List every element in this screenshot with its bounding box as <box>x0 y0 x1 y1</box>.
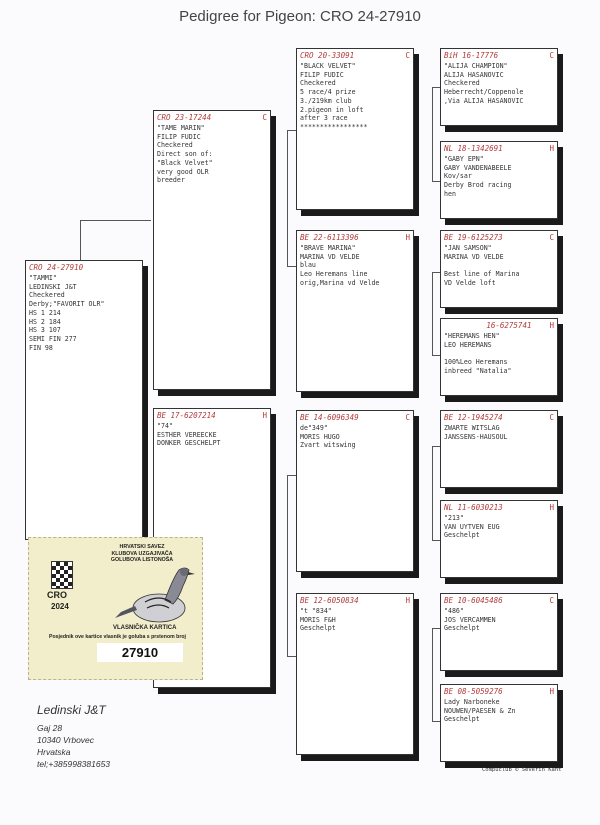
info-line: Geschelpt <box>444 531 480 540</box>
ring-number: BE 19-6125273 <box>444 233 503 242</box>
great-grandparent-box <box>440 318 558 396</box>
info-line: LEO HEREMANS <box>444 340 492 349</box>
info-line: orig,Marina vd Velde <box>300 278 380 287</box>
sex-code: C <box>405 413 410 422</box>
ring-number: CRO 23-17244 <box>157 113 212 122</box>
owner-address-line: 10340 Vrbovec <box>37 735 95 745</box>
info-line: ESTHER VEREECKE <box>157 430 217 439</box>
ring-number: BE 17-6207214 <box>157 411 216 420</box>
info-line: 2.pigeon in loft <box>300 105 364 114</box>
card-country: CRO <box>47 590 67 600</box>
sex-code: H <box>549 321 554 330</box>
card-owner-label: VLASNIČKA KARTICA <box>113 625 177 631</box>
info-line: HS 3 107 <box>29 326 61 335</box>
info-line: "213" <box>444 514 464 522</box>
card-ring-number: 27910 <box>97 643 183 662</box>
info-line: ZWARTE WITSLAG <box>444 424 500 432</box>
ring-number: NL 18-1342691 <box>444 144 503 153</box>
ring-number: BE 14-6096349 <box>300 413 359 422</box>
info-line: FIN 98 <box>29 343 53 352</box>
owner-name: Ledinski J&T <box>37 703 106 717</box>
checkered-crest-icon <box>51 561 73 589</box>
info-line: HS 2 184 <box>29 317 61 326</box>
info-line: breeder <box>157 176 185 185</box>
great-grandparent-box <box>440 230 558 308</box>
owner-info <box>37 703 110 770</box>
ring-number: BE 12-6050834 <box>300 596 359 605</box>
ring-number: BE 22-6113396 <box>300 233 359 242</box>
great-grandparent-box <box>440 500 558 578</box>
info-line: Direct son of: <box>157 150 213 159</box>
pigeon-icon <box>107 556 201 634</box>
info-line: FILIP FUDIC <box>300 70 344 79</box>
ring-number: CRO 20-33091 <box>300 51 355 60</box>
info-line: "t "834" <box>300 607 332 615</box>
info-line: Zvart witswing <box>300 441 356 450</box>
sex-code: H <box>549 503 554 512</box>
info-line: Checkered <box>444 79 480 88</box>
sex-code: H <box>549 144 554 153</box>
info-line: "BLACK VELVET" <box>300 62 356 70</box>
info-line: Lady Narboneke <box>444 698 500 706</box>
info-line: Geschelpt <box>444 624 480 633</box>
sex-code: H <box>549 687 554 696</box>
info-line: blau <box>300 261 316 270</box>
ring-number: 16-6275741 <box>486 321 532 330</box>
info-line: FILIP FUDIC <box>157 132 201 141</box>
card-organization: HRVATSKI SAVEZ KLUBOVA UZGAJIVAČA GOLUBOVA LISTONOŠA <box>110 544 174 563</box>
info-line: "TAMMI" <box>29 274 57 282</box>
info-line: "TAME MARIN" <box>157 124 205 132</box>
info-line: 100%Leo Heremans <box>444 358 508 367</box>
grandparent-box <box>296 410 414 572</box>
owner-address-line: Hrvatska <box>37 747 71 757</box>
connector <box>287 130 296 267</box>
info-line: 3./219km club <box>300 96 352 105</box>
info-line: "HEREMANS HEN" <box>444 332 500 340</box>
info-line: "BRAVE MARINA" <box>300 244 356 252</box>
grandparent-box <box>296 48 414 210</box>
owner-phone: tel;+385998381653 <box>37 759 111 769</box>
great-grandparent-box <box>440 684 558 762</box>
sex-code: H <box>262 411 267 420</box>
ring-number: BE 10-6045486 <box>444 596 503 605</box>
info-line: Checkered <box>300 79 336 88</box>
info-line: very good OLR <box>157 167 209 176</box>
info-line: JOS VERCAMMEN <box>444 615 496 624</box>
connector <box>80 220 151 261</box>
subject-pigeon-box <box>25 260 143 540</box>
info-line: Derby Brod racing <box>444 181 512 190</box>
info-line: ALIJA HASANOVIC <box>444 70 504 79</box>
info-line: inbreed "Natalia" <box>444 366 512 375</box>
software-credit: Compuclub © Severin Kant <box>482 767 562 773</box>
great-grandparent-box <box>440 141 558 219</box>
info-line: DONKER GESCHELPT <box>157 439 221 448</box>
card-declaration: Posjednik ove kartice vlasnik je goluba s prstenom broj <box>49 634 186 640</box>
ownership-card <box>28 537 203 680</box>
info-line: HS 1 214 <box>29 308 61 317</box>
info-line: Best line of Marina <box>444 270 520 279</box>
info-line: Derby;"FAVORIT OLR" <box>29 300 105 309</box>
info-line: MORIS F&H <box>300 615 336 624</box>
info-line: MORIS HUGO <box>300 432 340 441</box>
info-line: "GABY EPN" <box>444 155 484 163</box>
info-line: "74" <box>157 422 173 430</box>
info-line: VD Velde loft <box>444 278 496 287</box>
connector <box>287 475 296 657</box>
info-line <box>444 349 554 358</box>
sex-code: C <box>549 233 554 242</box>
card-year: 2024 <box>51 602 69 611</box>
sex-code: C <box>405 51 410 60</box>
sex-code: C <box>549 596 554 605</box>
info-line: NOUWEN/PAESEN & Zn <box>444 706 516 715</box>
info-line: ,Via ALIJA HASANOVIC <box>444 96 524 105</box>
owner-address-line: Gaj 28 <box>37 723 63 733</box>
info-line: JANSSENS-HAUSOUL <box>444 432 508 441</box>
info-line: "Black Velvet" <box>157 158 213 167</box>
info-line: LEDINSKI J&T <box>29 282 77 291</box>
info-line: after 3 race <box>300 114 348 123</box>
page-title: Pedigree for Pigeon: CRO 24-27910 <box>179 8 421 25</box>
info-line: MARINA VD VELDE <box>300 252 360 261</box>
great-grandparent-box <box>440 410 558 488</box>
info-line: 5 race/4 prize <box>300 88 356 97</box>
info-line: ***************** <box>300 122 368 131</box>
info-line: GABY VANDENABEELE <box>444 163 512 172</box>
info-line <box>444 261 554 270</box>
ring-number: NL 11-6030213 <box>444 503 503 512</box>
info-line: Leo Heremans line <box>300 270 368 279</box>
sex-code: C <box>262 113 267 122</box>
info-line: MARINA VD VELDE <box>444 252 504 261</box>
great-grandparent-box <box>440 48 558 126</box>
info-line: Geschelpt <box>300 624 336 633</box>
info-line: "ALIJA CHAMPION" <box>444 62 508 70</box>
info-line: Heberrecht/Coppenole <box>444 88 524 97</box>
info-line: hen <box>444 189 456 198</box>
ring-number: BE 12-1945274 <box>444 413 503 422</box>
sire-box <box>153 110 271 390</box>
sex-code: C <box>549 51 554 60</box>
info-line: Geschelpt <box>444 715 480 724</box>
info-line: "486" <box>444 607 464 615</box>
grandparent-box <box>296 230 414 392</box>
ring-number: BE 08-5059276 <box>444 687 503 696</box>
ring-number: BiH 16-17776 <box>444 51 499 60</box>
info-line: Checkered <box>29 291 65 300</box>
info-line: Checkered <box>157 141 193 150</box>
info-line: SEMI FIN 277 <box>29 334 77 343</box>
sex-code: H <box>405 233 410 242</box>
info-line: "JAN SAMSON" <box>444 244 492 252</box>
great-grandparent-box <box>440 593 558 671</box>
sex-code: C <box>549 413 554 422</box>
info-line: VAN UYTVEN EUG <box>444 522 500 531</box>
ring-number: CRO 24-27910 <box>29 263 84 272</box>
info-line: de"349" <box>300 424 328 432</box>
info-line: Kov/sar <box>444 172 472 181</box>
sex-code: H <box>405 596 410 605</box>
grandparent-box <box>296 593 414 755</box>
